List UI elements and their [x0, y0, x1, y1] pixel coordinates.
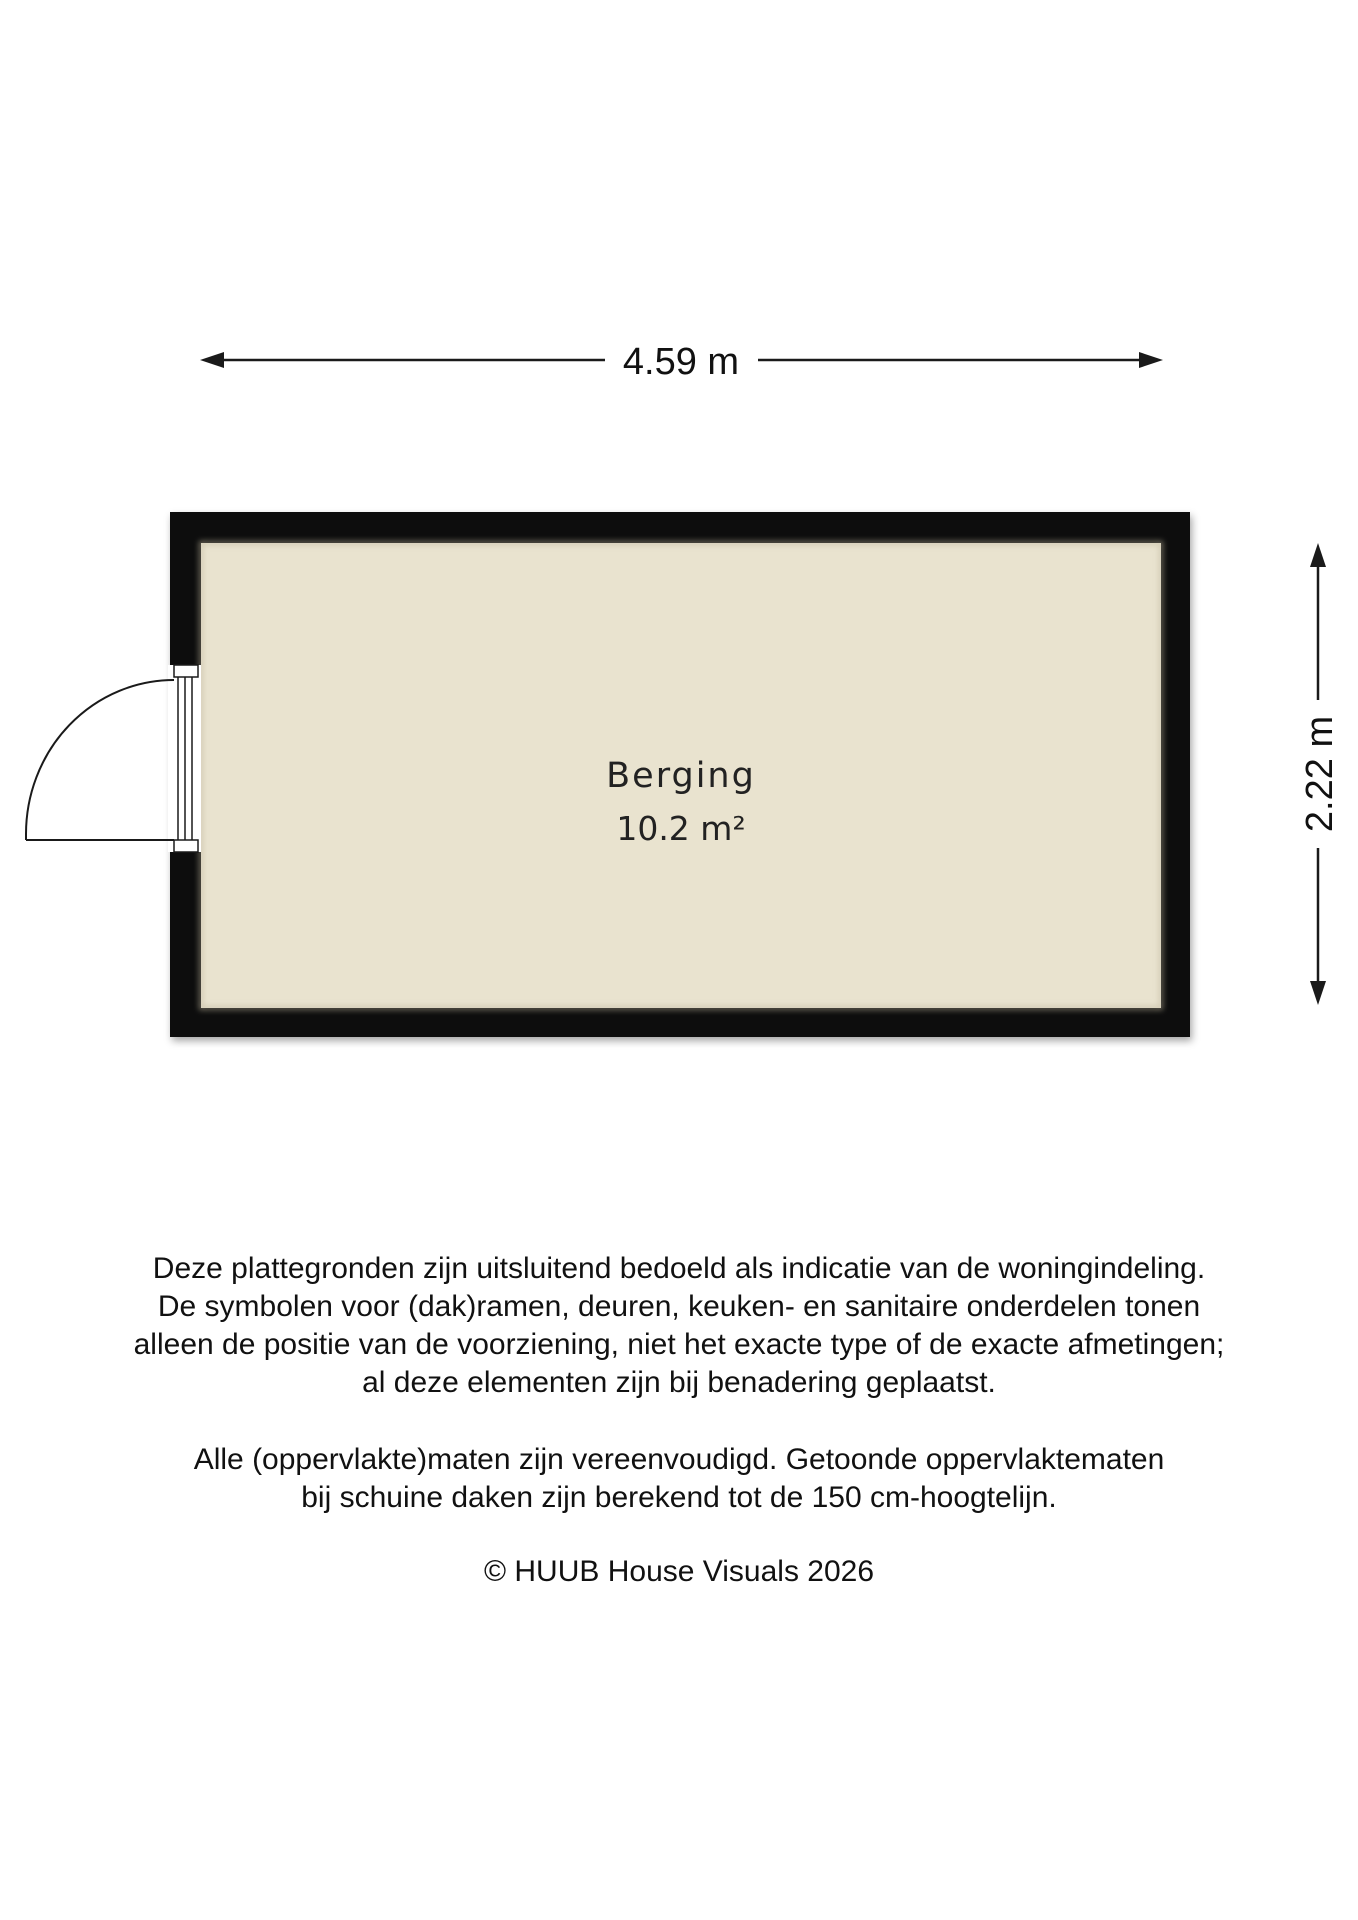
door-frame-bottom — [174, 840, 198, 852]
disclaimer-line: bij schuine daken zijn berekend tot de 150 cm-hoogtelijn. — [301, 1481, 1057, 1514]
door-frame-top — [174, 665, 198, 677]
arrow-down-icon — [1310, 981, 1326, 1005]
arrow-up-icon — [1310, 543, 1326, 567]
arrow-left-icon — [200, 352, 224, 368]
disclaimer-line: al deze elementen zijn bij benadering geplaatst. — [362, 1366, 996, 1399]
width-dimension-label: 4.59 m — [622, 341, 740, 383]
copyright-text: © HUUB House Visuals 2026 — [483, 1555, 875, 1588]
width-dimension — [200, 341, 1163, 383]
disclaimer-paragraph-1 — [0, 1250, 1358, 1402]
disclaimer-line: Deze plattegronden zijn uitsluitend bedoeld als indicatie van de woningindeling. — [152, 1252, 1206, 1285]
disclaimer-line: Alle (oppervlakte)maten zijn vereenvoudigd. Getoonde oppervlaktematen — [193, 1443, 1165, 1476]
door-swing-arc — [26, 680, 174, 834]
height-dimension-label: 2.22 m — [1299, 715, 1341, 833]
door — [26, 665, 201, 852]
disclaimer-paragraph-2 — [0, 1441, 1358, 1517]
disclaimer-line: De symbolen voor (dak)ramen, deuren, keuken- en sanitaire onderdelen tonen — [157, 1290, 1201, 1323]
copyright-notice — [0, 1553, 1358, 1591]
room-name: Berging — [606, 756, 756, 796]
height-dimension — [1299, 543, 1341, 1005]
arrow-right-icon — [1139, 352, 1163, 368]
room-area: 10.2 m² — [616, 809, 746, 848]
disclaimer-line: alleen de positie van de voorziening, niet het exacte type of de exacte afmetingen; — [133, 1328, 1225, 1361]
